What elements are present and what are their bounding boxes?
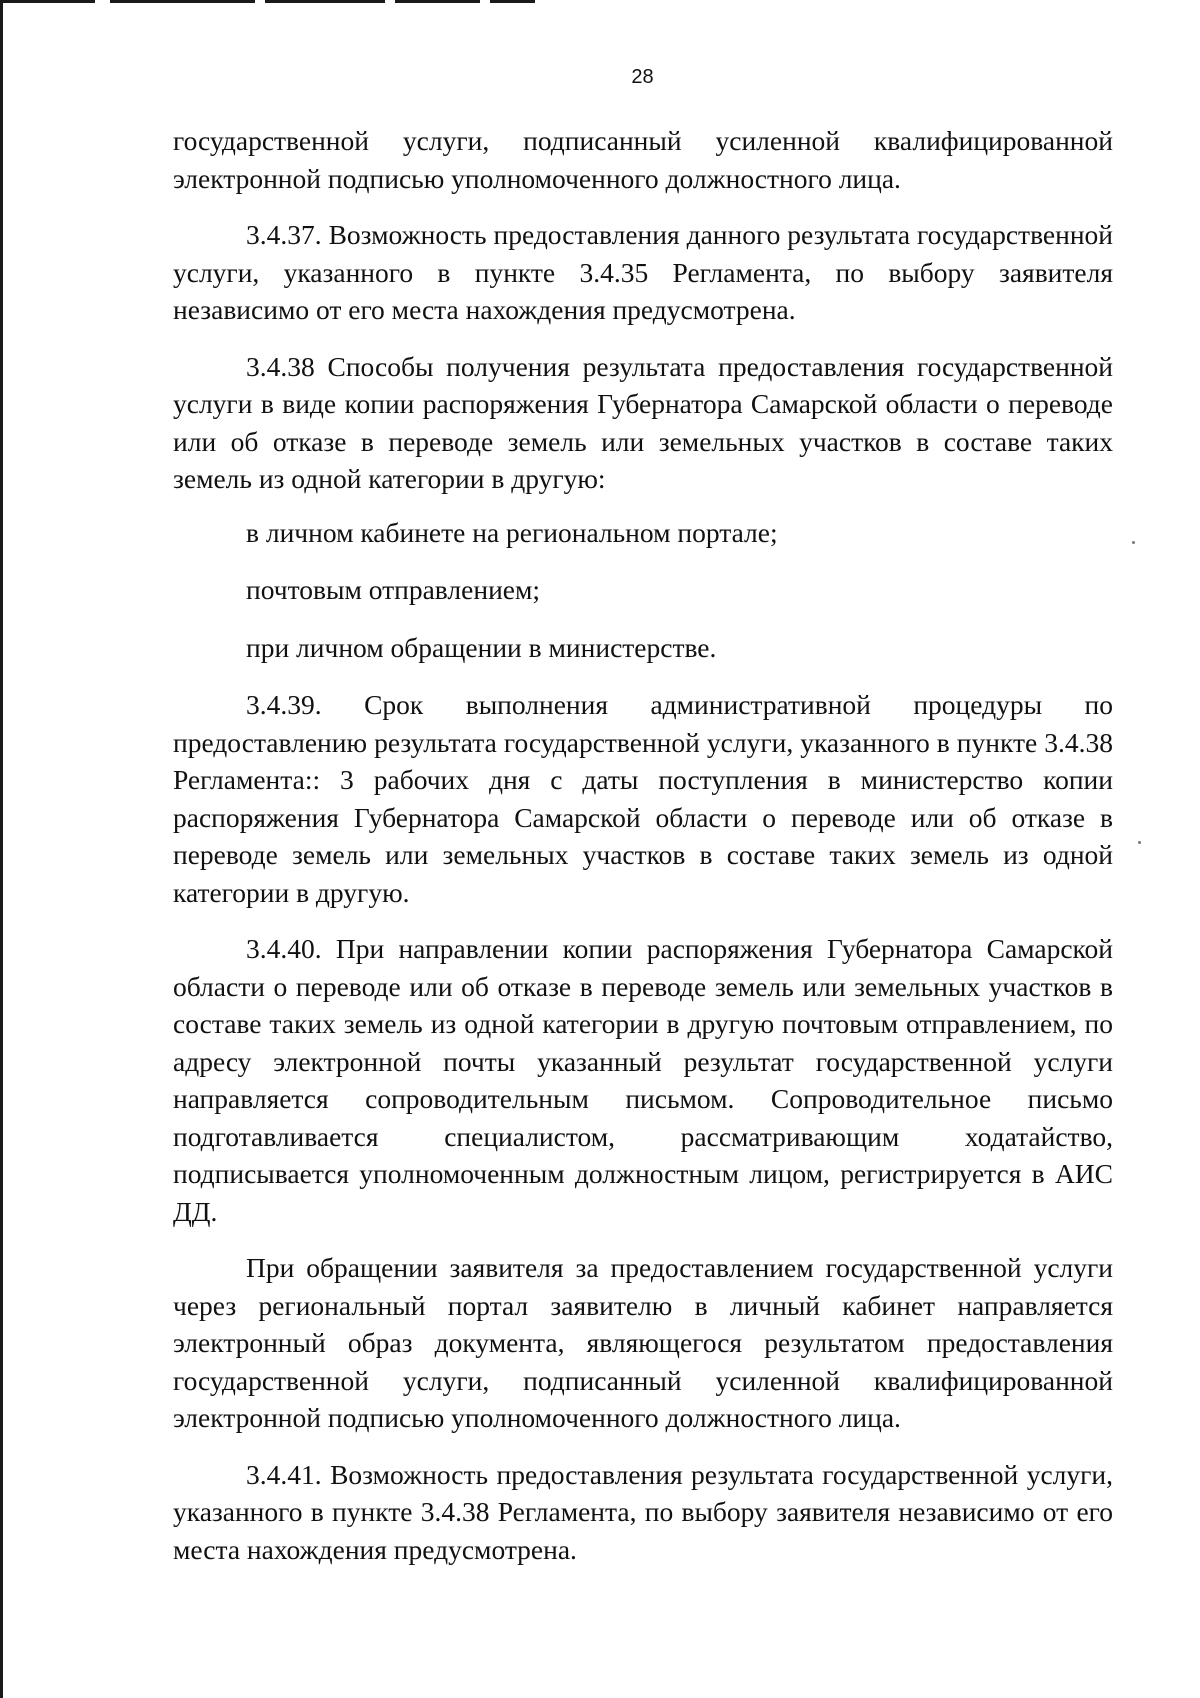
paragraph-3-4-38: 3.4.38 Способы получения результата предоставления государственной услуги в виде копии распоряжения Губернатора Самарской области о переводе или об отказе в переводе земель или земельных участков в составе таких земель из одной категории в другую: (173, 350, 1113, 494)
paragraph-continuation: государственной услуги, подписанный усиленной квалифицированной электронной подписью уполномоченного должностного лица. (173, 125, 1113, 194)
document-body (173, 122, 1113, 1587)
paragraph-3-4-41: 3.4.41. Возможность предоставления результата государственной услуги, указанного в пункте 3.4.38 Регламента, по выбору заявителя независимо от его места нахождения предусмотрена. (173, 1458, 1113, 1565)
scan-edge-top-segment (490, 0, 535, 3)
page-number: 28 (631, 66, 654, 88)
list-item-region-portal: в личном кабинете на региональном портале; (246, 516, 778, 548)
paragraph-3-4-37: 3.4.37. Возможность предоставления данного результата государственной услуги, указанного в пункте 3.4.35 Регламента, по выбору заявителя независимо от его места нахождения предусмотрена. (173, 219, 1113, 325)
list-item-in-person: при личном обращении в министерстве. (246, 631, 717, 663)
paragraph-3-4-39: 3.4.39. Срок выполнения административной процедуры по предоставлению результата государственной услуги, указанного в пункте 3.4.38 Регламента:: 3 рабочих дня с даты поступления в министерство копии распоряжения Губернатора Самарской области о переводе или об отказе в переводе земель или земельных участков в составе таких земель из одной категории в другую. (173, 689, 1113, 908)
scan-speck (1138, 841, 1141, 844)
scan-edge-top-segment (110, 0, 255, 3)
scan-edge-top-segment (265, 0, 385, 3)
scan-speck (1132, 541, 1135, 544)
scan-edge-left (0, 0, 3, 1698)
scan-edge-top-segment (395, 0, 480, 3)
paragraph-portal-result: При обращении заявителя за предоставлением государственной услуги через региональный портал заявителю в личный кабинет направляется электронный образ документа, являющегося результатом предоставления государственной услуги, подписанный усиленной квалифицированной электронной подписью уполномоченного должностного лица. (173, 1252, 1113, 1433)
scan-edge-top-segment (0, 0, 95, 3)
list-item-postal: почтовым отправлением; (246, 574, 541, 605)
paragraph-3-4-40: 3.4.40. При направлении копии распоряжения Губернатора Самарской области о переводе или об отказе в переводе земель или земельных участков в составе таких земель из одной категории в другую почтовым отправлением, по адресу электронной почты указанный результат государственной услуги направляется сопроводительным письмом. Сопроводительное письмо подготавливается специалистом, рассматривающим ходатайство, подписывается уполномоченным должностным лицом, регистрируется в АИС ДД. (173, 933, 1113, 1227)
